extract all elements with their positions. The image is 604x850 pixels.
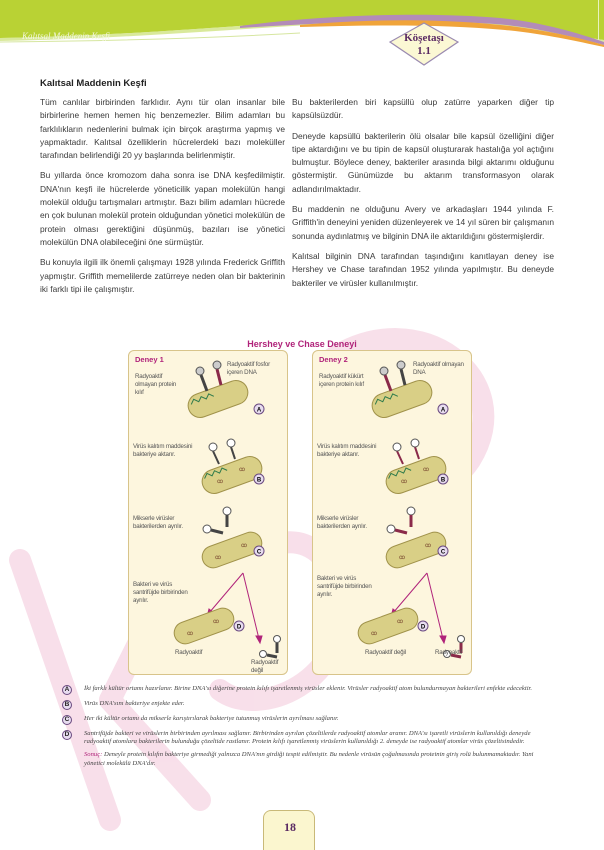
marker-d: D (236, 624, 242, 631)
label-result-bacteria: Radyoaktif (175, 649, 203, 656)
result-text: Deneyle protein kılıfın bakteriye girmediği yalnızca DNA'nın girdiği tespit edilmiştir. Bu nedenle virüsün çoğalmasında proteinin giriş rolü bulunmamaktadır. Yani yönetici molekülü DNA'dır. (84, 751, 534, 767)
experiment-diagram-2 (313, 351, 473, 676)
figure-title: Hershey ve Chase Deneyi (247, 339, 357, 349)
paragraph: Bu yıllarda önce kromozom daha sonra ise DNA keşfedilmiştir. DNA'nın keşfi ile hücrelerde yöneticilik yapan molekülün hangi molekül olduğu tartışmaları artmıştır. Bazı bilim adamları hücrede en çok bulunan molekül protein olduğundan yönetici molekülün de protein olması gerektiğini düşünmüş, bazıları ise yönetici molekülün DNA olabileceğini öne sürmüştür. (40, 170, 285, 247)
label-step-b: Virüs kalıtım maddesini bakteriye aktarır. (133, 443, 193, 458)
paragraph: Bu maddenin ne olduğunu Avery ve arkadaşları 1944 yılında F. Griffith'in deneyini yeniden düzenleyerek ve 14 yıl süren bir çalışmanın sonunda aydınlatmış ve bilginin DNA ile aktarıldığını göstermişlerdir. (292, 204, 554, 241)
marker-a: A (440, 407, 446, 414)
label-dna: Radyoaktif olmayan DNA (413, 361, 464, 376)
paragraph: Deneyde kapsüllü bakterilerin ölü olsalar bile kapsül özelliğini diğer tipe aktardığını ve bu tipin de kapsül oluşturarak hastalığa yol açtığını bulmuştur. Böylece deney, bakteriler arasında bilgi aktarımı olduğunu göstermiştir. Günümüzde bu aktarım transformasyon olarak adlandırılmaktadır. (292, 130, 554, 194)
label-step-b: Virüs kalıtım maddesini bakteriye aktarır. (317, 443, 377, 458)
text-column-right (292, 96, 554, 297)
svg-text:ꝏ: ꝏ (425, 543, 432, 549)
marker-c-icon: C (62, 715, 72, 725)
label-protein-coat: Radyoaktif olmayan protein kılıf (135, 373, 177, 396)
section-title: Kalıtsal Maddenin Keşfi (40, 78, 147, 89)
bacterium-c (199, 507, 265, 571)
badge-diamond (388, 22, 460, 66)
marker-c: C (256, 549, 262, 556)
marker-a: A (256, 407, 262, 414)
panel-title: Deney 1 (135, 355, 164, 364)
svg-text:ꝏ: ꝏ (371, 631, 378, 637)
section-badge (388, 22, 460, 66)
panel-title: Deney 2 (319, 355, 348, 364)
svg-text:ꝏ: ꝏ (423, 467, 430, 473)
paragraph: Bu bakterilerden biri kapsüllü olup zatürre yaparken diğer tip kapsülsüzdür. (292, 97, 554, 121)
result-label: Sonuç: (84, 751, 103, 759)
label-result-virus: Radyoaktif değil (251, 659, 279, 674)
marker-c: C (440, 549, 446, 556)
label-step-d: Bakteri ve virüs santrifüjde birbirinden ayrılır. (133, 581, 188, 604)
bacterium-b (199, 439, 265, 497)
label-step-c: Mikserle virüsler bakterilerden ayrılır. (317, 515, 367, 530)
label-result-bacteria: Radyoaktif değil (365, 649, 406, 656)
paragraph: Bu konuyla ilgili ilk önemli çalışmayı 1928 yılında Frederick Griffith yapmıştır. Griffith memelilerde zatürreye neden olan bir bakterinin iki farklı tipi ile çalışmıştır. (40, 257, 285, 294)
figure-legend (62, 685, 552, 768)
legend-text: Her iki kültür ortamı da mikserle karıştırılarak bakteriye tutunmuş virüslerin ayrılması sağlanır. (84, 715, 339, 722)
badge-number: 1.1 (417, 45, 431, 57)
experiment-panel-1 (128, 350, 288, 675)
page-number: 18 (284, 820, 296, 834)
label-step-d: Bakteri ve virüs santrifüjde birbirinden ayrılır. (317, 575, 372, 598)
running-head: Kalıtsal Maddenin Keşfi (22, 31, 111, 41)
marker-a-icon: A (62, 685, 72, 695)
svg-text:ꝏ: ꝏ (215, 555, 222, 561)
label-protein-coat: Radyoaktif kükürt içeren protein kılıf (319, 373, 364, 388)
legend-text: İki farklı kültür ortamı hazırlanır. Birine DNA'sı diğerine protein kılıfı işaretlenmiş virüsler eklenir. Virüsler radyoaktif atom bulundurmayan bakterileri enfekte edecektir. (84, 685, 533, 692)
label-step-c: Mikserle virüsler bakterilerden ayrılır. (133, 515, 183, 530)
label-result-virus: Radyoaktif (435, 649, 463, 656)
bacterium-b (383, 439, 449, 497)
paragraph: Tüm canlılar birbirinden farklıdır. Aynı tür olan insanlar bile birbirlerine hemen hemen hiç benzemezler. Bilim adamları bu farklılıkların nedenlerini bulmak için birçok araştırma yapmış ve yapmaktadır. Kalıtsal özelliklerin hücrelerdeki bazı moleküller tarafından belirlendiği 20 yy başlarında belirlenmiştir. (40, 97, 285, 161)
svg-text:ꝏ: ꝏ (399, 555, 406, 561)
badge-title: Köşetaşı (404, 32, 444, 44)
result-note (62, 751, 552, 767)
bacterium-c (383, 507, 449, 571)
svg-text:ꝏ: ꝏ (187, 631, 194, 637)
marker-d: D (420, 624, 426, 631)
svg-text:ꝏ: ꝏ (239, 467, 246, 473)
legend-item (62, 700, 552, 710)
marker-b-icon: B (62, 700, 72, 710)
svg-text:ꝏ: ꝏ (397, 619, 404, 625)
svg-text:ꝏ: ꝏ (213, 619, 220, 625)
legend-text: Santrifüjde bakteri ve virüslerin birbirinden ayrılması sağlanır. Birbirinden ayrılan çözeltilerde radyoaktif atomlar aranır. DNA'sı işaretli virüslerin kullanıldığı deneyde radyoaktif atomlara bakterilerin bulunduğu çözeltide rastlanır. Protein kılıfı işaretlenmiş virüslerin kullanıldığı 2. deneyde ise radyoaktif atomlar virüs çözeltisindedir. (84, 730, 531, 746)
marker-d-icon: D (62, 730, 72, 740)
marker-b: B (256, 477, 262, 484)
text-column-left (40, 96, 285, 303)
page-number-tab (263, 810, 315, 850)
experiment-panel-2 (312, 350, 472, 675)
header-band (0, 0, 604, 60)
legend-item (62, 715, 552, 725)
experiment-diagram-1 (129, 351, 289, 676)
paragraph: Kalıtsal bilginin DNA tarafından taşındığını kanıtlayan deney ise Hershey ve Chase tarafından 1952 yılında yapılmıştır. Bu deneyde bakteriler ve virüsler kullanılmıştır. (292, 250, 554, 288)
svg-text:ꝏ: ꝏ (241, 543, 248, 549)
legend-item (62, 685, 552, 695)
svg-text:ꝏ: ꝏ (401, 479, 408, 485)
svg-text:ꝏ: ꝏ (217, 479, 224, 485)
marker-b: B (440, 477, 446, 484)
label-dna: Radyoaktif fosfor içeren DNA (227, 361, 271, 376)
legend-item (62, 730, 552, 746)
legend-text: Virüs DNA'sını bakteriye enjekte eder. (84, 700, 185, 707)
page-header (0, 0, 604, 60)
